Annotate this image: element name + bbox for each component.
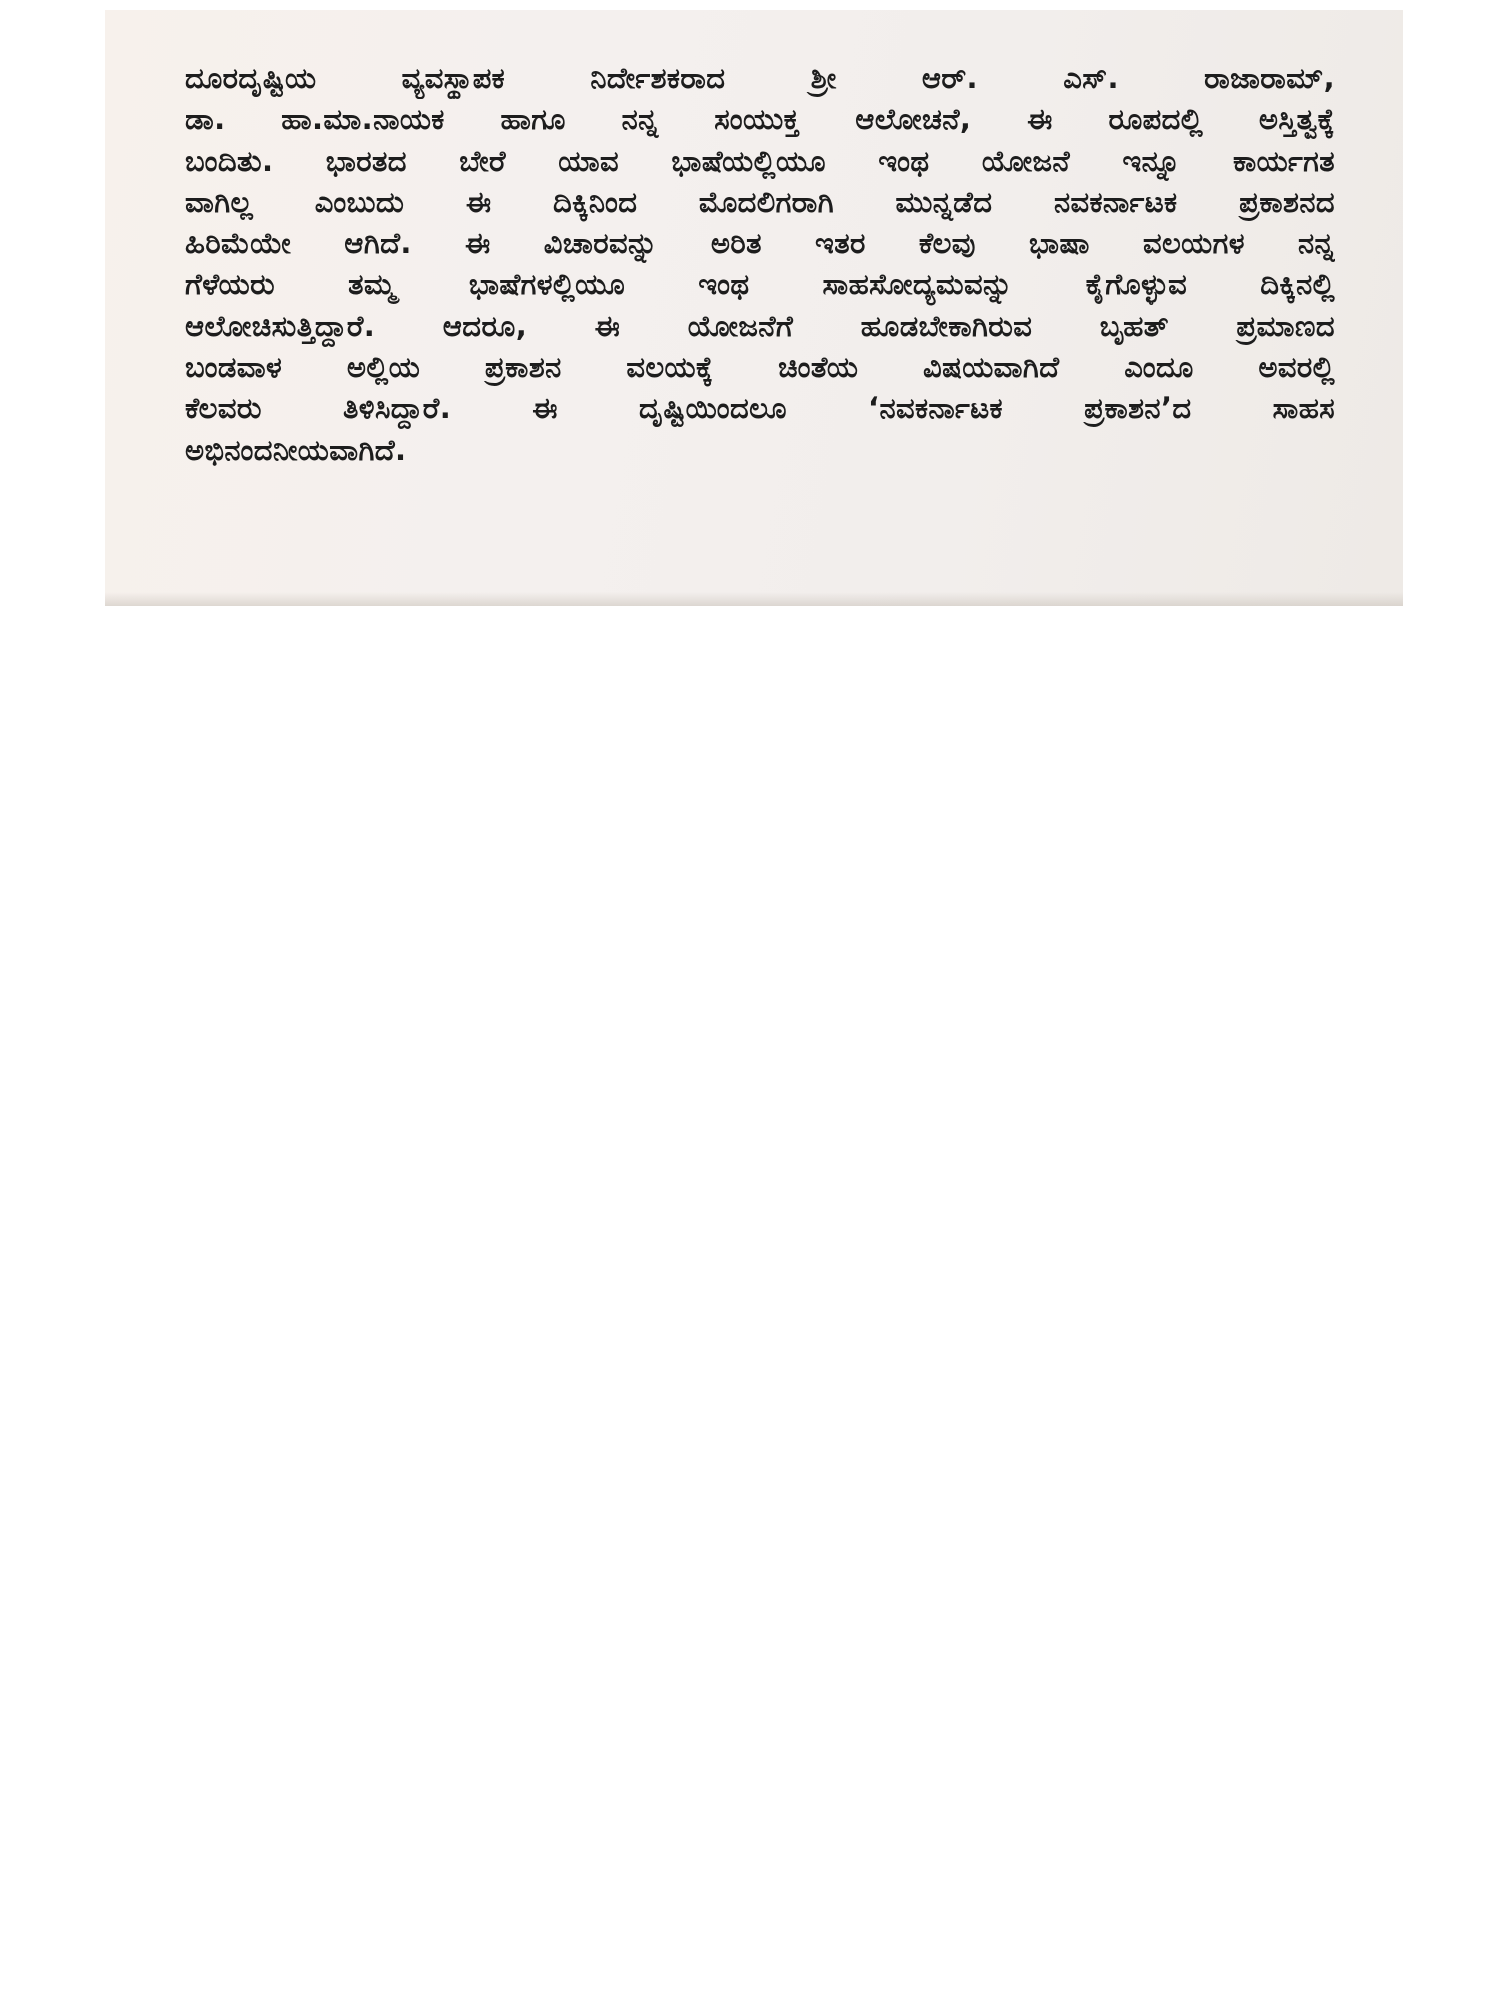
text-line-2: ಡಾ. ಹಾ.ಮಾ.ನಾಯಕ ಹಾಗೂ ನನ್ನ ಸಂಯುಕ್ತ ಆಲೋಚನೆ, ಈ ರೂಪದಲ್ಲಿ ಅಸ್ತಿತ್ವಕ್ಕೆ	[185, 102, 1335, 137]
text-line-8: ಬಂಡವಾಳ ಅಲ್ಲಿಯ ಪ್ರಕಾಶನ ವಲಯಕ್ಕೆ ಚಿಂತೆಯ ವಿಷಯವಾಗಿದೆ ಎಂದೂ ಅವರಲ್ಲಿ	[185, 350, 1335, 385]
scanned-page	[105, 10, 1403, 606]
text-line-6: ಗೆಳೆಯರು ತಮ್ಮ ಭಾಷೆಗಳಲ್ಲಿಯೂ ಇಂಥ ಸಾಹಸೋದ್ಯಮವನ್ನು ಕೈಗೊಳ್ಳುವ ದಿಕ್ಕಿನಲ್ಲಿ	[185, 267, 1335, 302]
text-line-4: ವಾಗಿಲ್ಲ ಎಂಬುದು ಈ ದಿಕ್ಕಿನಿಂದ ಮೊದಲಿಗರಾಗಿ ಮುನ್ನಡೆದ ನವಕರ್ನಾಟಕ ಪ್ರಕಾಶನದ	[185, 184, 1335, 219]
text-line-5: ಹಿರಿಮೆಯೇ ಆಗಿದೆ. ಈ ವಿಚಾರವನ್ನು ಅರಿತ ಇತರ ಕೆಲವು ಭಾಷಾ ವಲಯಗಳ ನನ್ನ	[185, 226, 1335, 261]
text-line-7: ಆಲೋಚಿಸುತ್ತಿದ್ದಾರೆ. ಆದರೂ, ಈ ಯೋಜನೆಗೆ ಹೂಡಬೇಕಾಗಿರುವ ಬೃಹತ್ ಪ್ರಮಾಣದ	[185, 308, 1335, 343]
paragraph	[185, 58, 1335, 471]
text-line-1: ದೂರದೃಷ್ಟಿಯ ವ್ಯವಸ್ಥಾಪಕ ನಿರ್ದೇಶಕರಾದ ಶ್ರೀ ಆರ್. ಎಸ್. ರಾಜಾರಾಮ್,	[185, 61, 1335, 95]
text-line-3: ಬಂದಿತು. ಭಾರತದ ಬೇರೆ ಯಾವ ಭಾಷೆಯಲ್ಲಿಯೂ ಇಂಥ ಯೋಜನೆ ಇನ್ನೂ ಕಾರ್ಯಗತ	[185, 143, 1335, 178]
text-line-9: ಕೆಲವರು ತಿಳಿಸಿದ್ದಾರೆ. ಈ ದೃಷ್ಟಿಯಿಂದಲೂ ‘ನವಕರ್ನಾಟಕ ಪ್ರಕಾಶನ’ದ ಸಾಹಸ	[185, 391, 1335, 426]
text-line-10: ಅಭಿನಂದನೀಯವಾಗಿದೆ.	[185, 432, 407, 467]
